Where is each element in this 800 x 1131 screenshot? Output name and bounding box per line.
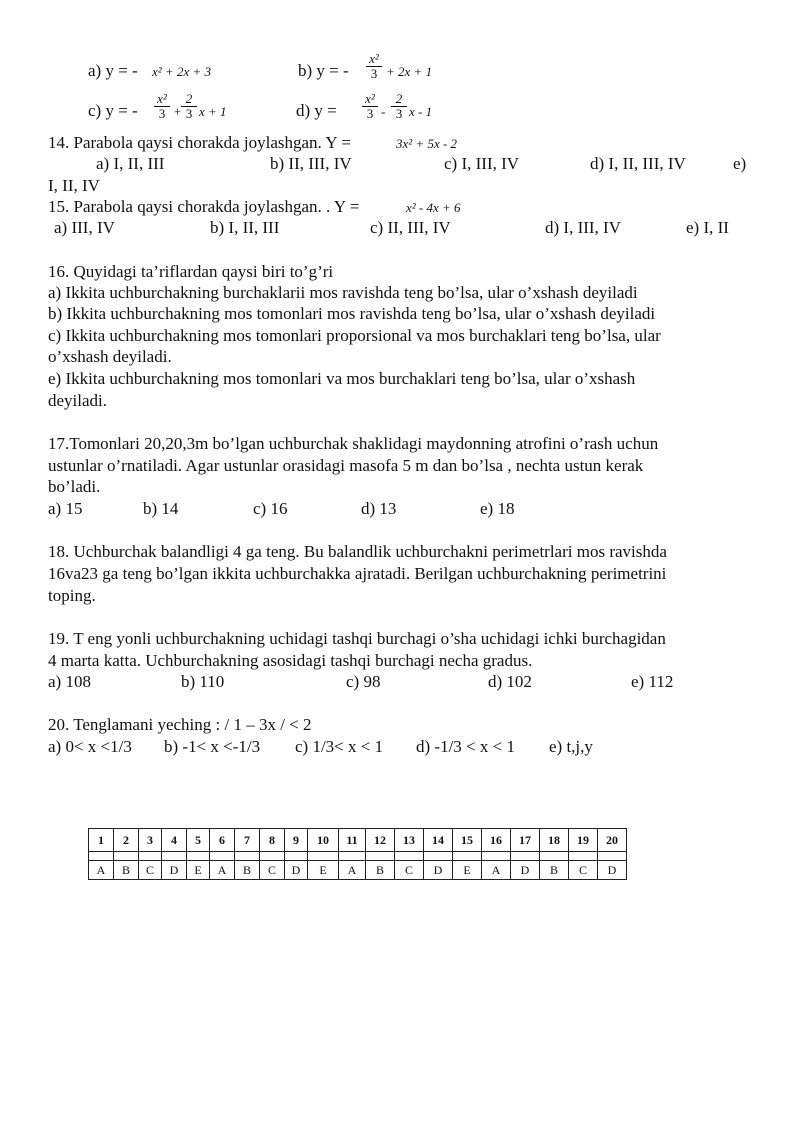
answer-key-table (88, 828, 627, 880)
answer-key-answer-cell: D (162, 861, 187, 880)
answer-key-answer-cell: E (187, 861, 210, 880)
answer-key-answer-cell: B (114, 861, 139, 880)
q14-option-d: d) I, II, III, IV (590, 154, 686, 173)
answer-key-spacer-cell (235, 852, 260, 861)
fraction-denominator: 3 (185, 106, 193, 121)
answer-key-spacer-cell (424, 852, 453, 861)
answer-key-answers-row (89, 861, 627, 880)
answer-key-answer-cell: A (339, 861, 366, 880)
answer-key-spacer-cell (482, 852, 511, 861)
q14-option-c: c) I, III, IV (444, 154, 520, 173)
q14-option-e-cont: I, II, IV (48, 176, 100, 195)
q16-line: e) Ikkita uchburchakning mos tomonlari va mos burchaklari teng bo’lsa, ular o’xshash (48, 369, 636, 388)
q16-line: 16. Quyidagi ta’riflardan qaysi biri to’g’ri (48, 262, 334, 281)
q15-option-d: d) I, III, IV (545, 218, 621, 237)
answer-key-spacer-row (89, 852, 627, 861)
q13-option-b-fraction (366, 52, 382, 81)
q17-line: ustunlar o’rnatiladi. Agar ustunlar orasidagi masofa 5 m dan bo’lsa , nechta ustun kerak (48, 456, 644, 475)
answer-key-spacer-cell (569, 852, 598, 861)
answer-key-answer-cell: A (210, 861, 235, 880)
q13-option-c-label: c) y = - (88, 101, 138, 120)
q13-option-d-rest: x - 1 (409, 104, 433, 119)
answer-key-spacer-cell (339, 852, 366, 861)
q15-option-b: b) I, II, III (210, 218, 280, 237)
q13-option-c-fraction-1 (154, 92, 170, 121)
q20-option-a: a) 0< x <1/3 (48, 737, 132, 756)
answer-key-answer-cell: E (453, 861, 482, 880)
answer-key-number-cell: 19 (569, 829, 598, 852)
answer-key-answer-cell: D (511, 861, 540, 880)
answer-key-spacer-cell (139, 852, 162, 861)
answer-key-number-cell: 18 (540, 829, 569, 852)
answer-key-number-cell: 16 (482, 829, 511, 852)
answer-key-spacer-cell (366, 852, 395, 861)
answer-key-answer-cell: B (366, 861, 395, 880)
fraction-denominator: 3 (158, 106, 166, 121)
answer-key-answer-cell: D (285, 861, 308, 880)
q15-option-a: a) III, IV (54, 218, 115, 237)
q20-option-e: e) t,j,y (549, 737, 593, 756)
q17-option-a: a) 15 (48, 499, 83, 518)
fraction-numerator: x² (366, 52, 382, 67)
q18-line: 18. Uchburchak balandligi 4 ga teng. Bu balandlik uchburchakni perimetrlari mos ravishda (48, 542, 667, 561)
q20-option-b: b) -1< x <-1/3 (164, 737, 261, 756)
q16-line: a) Ikkita uchburchakning burchaklarii mos ravishda teng bo’lsa, ular o’xshash deyiladi (48, 283, 638, 302)
fraction-numerator: 2 (181, 92, 197, 107)
q17-option-c: c) 16 (253, 499, 288, 518)
fraction-denominator: 3 (366, 106, 374, 121)
answer-key-answer-cell: E (308, 861, 339, 880)
answer-key-answer-cell: C (260, 861, 285, 880)
q17-option-e: e) 18 (480, 499, 515, 518)
q19-option-e: e) 112 (631, 672, 674, 691)
answer-key-answer-cell: D (424, 861, 453, 880)
q16-line: c) Ikkita uchburchakning mos tomonlari proporsional va mos burchaklari teng bo’lsa, ular (48, 326, 661, 345)
q18-line: 16va23 ga teng bo’lgan ikkita uchburchakka ajratadi. Berilgan uchburchakning perimetrini (48, 564, 667, 583)
q15-text: 15. Parabola qaysi chorakda joylashgan. . Y = (48, 197, 360, 216)
q20-option-c: c) 1/3< x < 1 (295, 737, 384, 756)
fraction-numerator: 2 (391, 92, 407, 107)
answer-key-spacer-cell (89, 852, 114, 861)
q13-option-c-fraction-2 (181, 92, 197, 121)
q13-option-d-label: d) y = (296, 101, 337, 120)
answer-key-spacer-cell (210, 852, 235, 861)
q13-option-b-label: b) y = - (298, 61, 349, 80)
q13-option-b-rest: + 2x + 1 (386, 64, 433, 79)
q16-line: o’xshash deyiladi. (48, 347, 172, 366)
q19-option-a: a) 108 (48, 672, 91, 691)
answer-key-number-cell: 14 (424, 829, 453, 852)
answer-key-number-cell: 13 (395, 829, 424, 852)
q13-option-d-fraction-2 (391, 92, 407, 121)
q17-line: 17.Tomonlari 20,20,3m bo’lgan uchburchak shaklidagi maydonning atrofini o’rash uchun (48, 434, 659, 453)
answer-key-spacer-cell (114, 852, 139, 861)
answer-key-spacer-cell (453, 852, 482, 861)
answer-key-answer-cell: A (89, 861, 114, 880)
answer-key-spacer-cell (395, 852, 424, 861)
answer-key-number-cell: 5 (187, 829, 210, 852)
answer-key-spacer-cell (285, 852, 308, 861)
answer-key-answer-cell: C (139, 861, 162, 880)
answer-key-answer-cell: C (395, 861, 424, 880)
answer-key-number-cell: 11 (339, 829, 366, 852)
q16-line: b) Ikkita uchburchakning mos tomonlari mos ravishda teng bo’lsa, ular o’xshash deyiladi (48, 304, 656, 323)
answer-key-number-cell: 12 (366, 829, 395, 852)
fraction-numerator: x² (154, 92, 170, 107)
fraction-numerator: x² (362, 92, 378, 107)
q15-option-c: c) II, III, IV (370, 218, 451, 237)
q13-option-c-plus: + (173, 104, 182, 119)
answer-key-spacer-cell (162, 852, 187, 861)
answer-key-spacer-cell (308, 852, 339, 861)
answer-key-number-cell: 1 (89, 829, 114, 852)
q13-option-a-expr: x² + 2x + 3 (152, 64, 211, 79)
q13-option-a-label: a) y = - (88, 61, 138, 80)
q19-line: 4 marta katta. Uchburchakning asosidagi tashqi burchagi necha gradus. (48, 651, 533, 670)
q19-option-c: c) 98 (346, 672, 381, 691)
q17-option-b: b) 14 (143, 499, 179, 518)
q14-option-e: e) (733, 154, 747, 173)
q19-line: 19. T eng yonli uchburchakning uchidagi tashqi burchagi o’sha uchidagi ichki burchagidan (48, 629, 666, 648)
q13-option-c-rest: x + 1 (199, 104, 227, 119)
q18-line: toping. (48, 586, 96, 605)
answer-key-number-cell: 9 (285, 829, 308, 852)
q19-option-d: d) 102 (488, 672, 532, 691)
answer-key-number-cell: 6 (210, 829, 235, 852)
q17-option-d: d) 13 (361, 499, 397, 518)
q17-line: bo’ladi. (48, 477, 101, 496)
q14-option-a: a) I, II, III (96, 154, 165, 173)
answer-key-spacer-cell (540, 852, 569, 861)
answer-key-number-cell: 2 (114, 829, 139, 852)
answer-key-number-cell: 8 (260, 829, 285, 852)
q14-text: 14. Parabola qaysi chorakda joylashgan. Y = (48, 133, 351, 152)
answer-key-number-cell: 3 (139, 829, 162, 852)
answer-key-number-cell: 20 (598, 829, 627, 852)
fraction-denominator: 3 (370, 66, 378, 81)
answer-key-spacer-cell (260, 852, 285, 861)
answer-key-number-cell: 15 (453, 829, 482, 852)
answer-key-answer-cell: D (598, 861, 627, 880)
q13-option-d-minus: - (381, 104, 386, 119)
q14-option-b: b) II, III, IV (270, 154, 352, 173)
answer-key-numbers-row (89, 829, 627, 852)
answer-key-number-cell: 10 (308, 829, 339, 852)
answer-key-spacer-cell (598, 852, 627, 861)
answer-key-answer-cell: A (482, 861, 511, 880)
answer-key-spacer-cell (511, 852, 540, 861)
answer-key-number-cell: 7 (235, 829, 260, 852)
q20-text: 20. Tenglamani yeching : / 1 – 3x / < 2 (48, 715, 312, 734)
fraction-denominator: 3 (395, 106, 403, 121)
answer-key-answer-cell: B (235, 861, 260, 880)
q19-option-b: b) 110 (181, 672, 225, 691)
q14-expr: 3x² + 5x - 2 (396, 136, 458, 151)
answer-key-answer-cell: C (569, 861, 598, 880)
q15-expr: x² - 4x + 6 (406, 200, 461, 215)
q16-line: deyiladi. (48, 391, 108, 410)
answer-key-spacer-cell (187, 852, 210, 861)
answer-key-number-cell: 4 (162, 829, 187, 852)
q13-option-d-fraction-1 (362, 92, 378, 121)
q20-option-d: d) -1/3 < x < 1 (416, 737, 515, 756)
answer-key-number-cell: 17 (511, 829, 540, 852)
q15-option-e: e) I, II (686, 218, 729, 237)
answer-key-answer-cell: B (540, 861, 569, 880)
